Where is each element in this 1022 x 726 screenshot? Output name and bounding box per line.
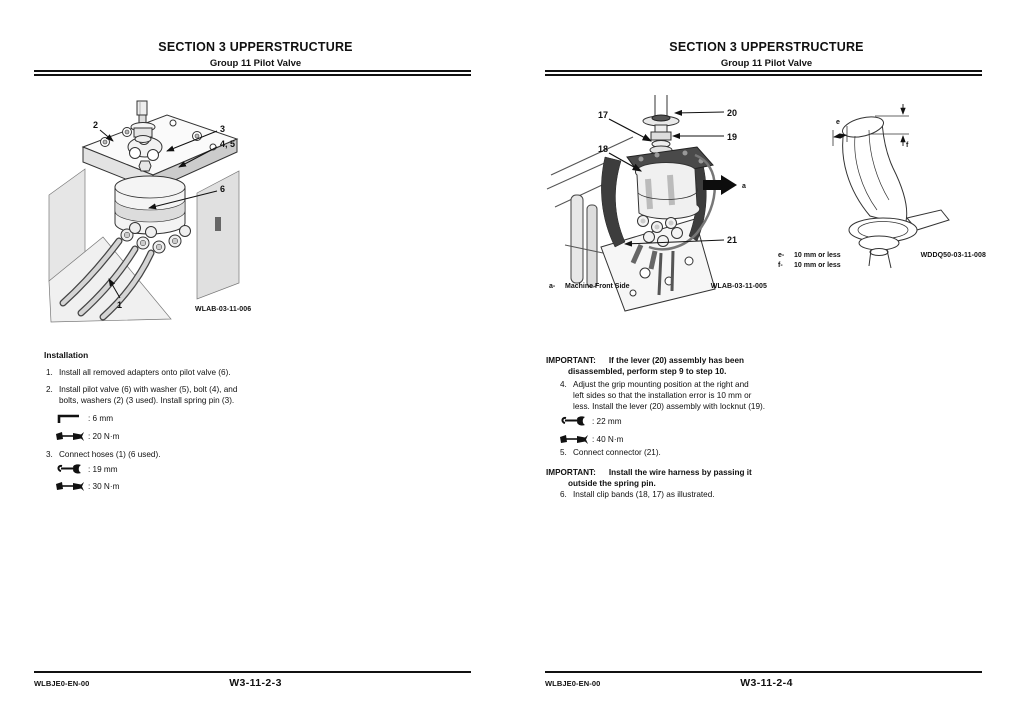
figure-caption-e: e- 10 mm or less bbox=[778, 252, 841, 259]
section-heading: Installation bbox=[44, 350, 89, 360]
callout-18: 18 bbox=[598, 144, 609, 154]
installation-section bbox=[44, 350, 314, 492]
page-subtitle: Group 11 Pilot Valve bbox=[209, 58, 302, 69]
hex-key-icon bbox=[56, 413, 88, 424]
figure-id: WLAB-03-11-005 bbox=[710, 283, 767, 290]
figure-pilot-valve bbox=[45, 95, 285, 325]
page-title: SECTION 3 UPPERSTRUCTURE bbox=[669, 40, 864, 54]
step-1: 1. Install all removed adapters onto pilot valve (6). bbox=[46, 368, 231, 377]
page-subtitle: Group 11 Pilot Valve bbox=[720, 58, 813, 69]
figure-caption-a: a- Machine Front Side bbox=[549, 283, 630, 290]
valve-installed-drawing bbox=[545, 95, 775, 315]
doc-code: WLBJE0-EN-00 bbox=[545, 679, 601, 688]
page-number: W3-11-2-4 bbox=[740, 677, 793, 689]
callout-6: 6 bbox=[220, 184, 226, 194]
spec-torque-2 bbox=[56, 481, 314, 492]
important-note-2: IMPORTANT: Install the wire harness by passing it outside the spring pin. bbox=[546, 468, 752, 488]
doc-code: WLBJE0-EN-00 bbox=[34, 679, 90, 688]
callout-17: 17 bbox=[598, 110, 609, 120]
spec-value: : 22 mm bbox=[592, 417, 622, 426]
callout-21: 21 bbox=[727, 235, 738, 245]
step-4: 4. Adjust the grip mounting position at the right and left sides so that the installation error is 10 mm or less. Install the lever (20) assembly with locknut (19). bbox=[560, 380, 766, 411]
important-note-1: IMPORTANT: If the lever (20) assembly has been disassembled, perform step 9 to step 10. bbox=[546, 356, 745, 376]
figure-id: WDDQ50-03-11-008 bbox=[920, 252, 986, 259]
pilot-valve-drawing bbox=[45, 95, 285, 325]
spec-hex-size bbox=[56, 413, 314, 424]
spec-torque-1 bbox=[56, 431, 314, 442]
spec-value: : 40 N·m bbox=[592, 435, 624, 444]
spec-value: : 19 mm bbox=[88, 465, 118, 474]
callout-20: 20 bbox=[727, 108, 738, 118]
callout-4-5: 4, 5 bbox=[220, 139, 236, 149]
spec-value: : 6 mm bbox=[88, 414, 114, 423]
lever-grip-drawing bbox=[775, 100, 990, 275]
spec-wrench-size bbox=[56, 464, 314, 475]
step-6: 6. Install clip bands (18, 17) as illustrated. bbox=[560, 490, 715, 499]
torque-wrench-icon bbox=[56, 481, 88, 492]
callout-3: 3 bbox=[220, 124, 226, 134]
header-rule bbox=[34, 70, 471, 76]
header-rule bbox=[545, 70, 982, 76]
figure-id: WLAB-03-11-006 bbox=[195, 306, 252, 313]
dim-label-f: f bbox=[906, 142, 909, 149]
page-right bbox=[511, 0, 1022, 726]
callout-19: 19 bbox=[727, 132, 738, 142]
procedure-section bbox=[546, 355, 816, 500]
footer-rule bbox=[545, 671, 982, 673]
page-title: SECTION 3 UPPERSTRUCTURE bbox=[158, 40, 353, 54]
page-number: W3-11-2-3 bbox=[229, 677, 282, 689]
spec-value: : 30 N·m bbox=[88, 482, 120, 491]
callout-2: 2 bbox=[93, 120, 99, 130]
open-end-wrench-icon bbox=[560, 416, 592, 427]
spec-value: : 20 N·m bbox=[88, 432, 120, 441]
figure-lever-grip bbox=[775, 100, 990, 275]
step-2: 2. Install pilot valve (6) with washer (5), bolt (4), and bolts, washers (2) (3 used). Install spring pin (3). bbox=[46, 385, 238, 405]
open-end-wrench-icon bbox=[56, 464, 88, 475]
arrow-label-a: a bbox=[742, 183, 746, 190]
step-3: 3. Connect hoses (1) (6 used). bbox=[46, 450, 161, 459]
figure-valve-installed bbox=[545, 95, 775, 315]
torque-wrench-icon bbox=[560, 434, 592, 445]
callout-1: 1 bbox=[117, 300, 123, 310]
spec-wrench-size bbox=[560, 416, 816, 427]
footer-rule bbox=[34, 671, 471, 673]
step-5: 5. Connect connector (21). bbox=[560, 448, 661, 457]
dim-label-e: e bbox=[836, 119, 840, 126]
spec-torque bbox=[560, 434, 816, 445]
torque-wrench-icon bbox=[56, 431, 88, 442]
figure-caption-f: f- 10 mm or less bbox=[778, 262, 841, 269]
